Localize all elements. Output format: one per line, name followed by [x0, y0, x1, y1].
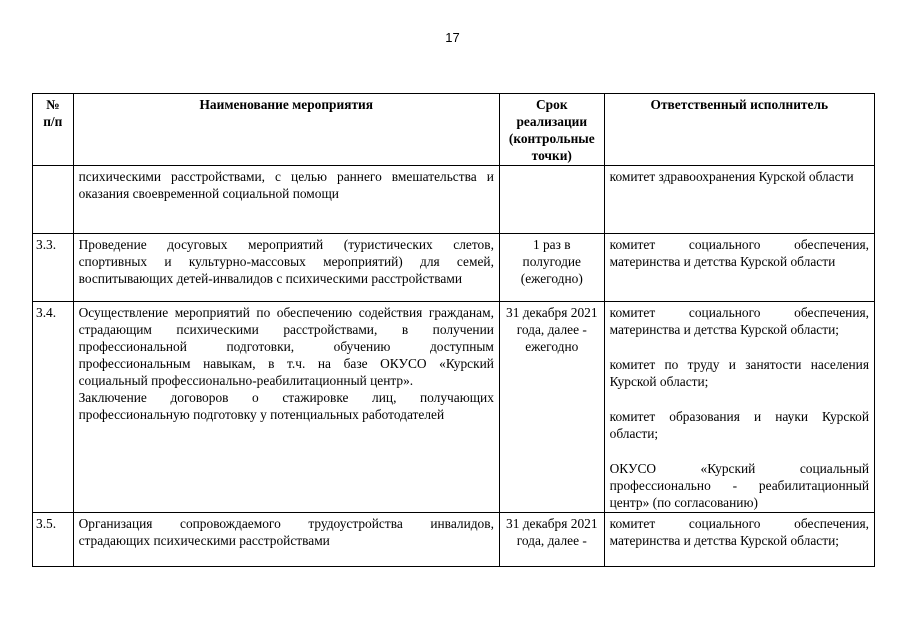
measures-table [32, 93, 875, 567]
row-responsible [604, 302, 874, 513]
row-number [33, 166, 74, 234]
header-name: Наименование мероприятия [73, 94, 499, 166]
row-responsible-text: комитет по труду и занятости населения Курской области; [609, 357, 869, 389]
row-responsible [604, 166, 874, 234]
table-header-row [33, 94, 875, 166]
row-name [73, 166, 499, 234]
row-name-text: психическими расстройствами, с целью раннего вмешательства и оказания своевременной социальной помощи [78, 169, 494, 201]
row-responsible-text: ОКУСО «Курский социальный профессионально - реабилитационный центр» (по согласованию) [609, 461, 869, 510]
header-responsible: Ответственный исполнитель [604, 94, 874, 166]
row-term: 31 декабря 2021 года, далее - ежегодно [499, 302, 604, 513]
row-term [499, 166, 604, 234]
row-responsible-text: комитет социального обеспечения, материнства и детства Курской области; [609, 516, 869, 548]
row-name-text: Организация сопровождаемого трудоустройства инвалидов, страдающих психическими расстройствами [78, 516, 494, 548]
row-responsible [604, 513, 874, 567]
header-term: Срок реализации (контрольные точки) [499, 94, 604, 166]
row-name-text: Проведение досуговых мероприятий (туристических слетов, спортивных и культурно-массовых мероприятий) для семей, воспитывающих детей-инвалидов с психическими расстройствами [78, 237, 494, 286]
row-responsible-text: комитет образования и науки Курской области; [609, 409, 869, 441]
page-number: 17 [445, 30, 460, 45]
row-name [73, 513, 499, 567]
row-name-text: Осуществление мероприятий по обеспечению содействия гражданам, страдающим психическими расстройствами, в получении профессиональной подготовки, обучению доступным профессиональным навыкам, в т.ч. на базе ОКУСО «Курский социальный профессионально-реабилитационный центр». [78, 305, 494, 388]
table-row [33, 513, 875, 567]
row-responsible-text: комитет социального обеспечения, материнства и детства Курской области [609, 237, 869, 269]
row-name [73, 234, 499, 302]
table-row [33, 234, 875, 302]
row-term: 31 декабря 2021 года, далее - [499, 513, 604, 567]
row-responsible-text: комитет социального обеспечения, материнства и детства Курской области; [609, 305, 869, 337]
row-responsible-text: комитет здравоохранения Курской области [609, 169, 854, 184]
row-number: 3.4. [33, 302, 74, 513]
table-row [33, 302, 875, 513]
row-responsible [604, 234, 874, 302]
table-row [33, 166, 875, 234]
header-number: № п/п [33, 94, 74, 166]
row-name-text: Заключение договоров о стажировке лиц, получающих профессиональную подготовку у потенциальных работодателей [78, 390, 494, 422]
row-term: 1 раз в полугодие (ежегодно) [499, 234, 604, 302]
row-number: 3.3. [33, 234, 74, 302]
row-number: 3.5. [33, 513, 74, 567]
row-name [73, 302, 499, 513]
